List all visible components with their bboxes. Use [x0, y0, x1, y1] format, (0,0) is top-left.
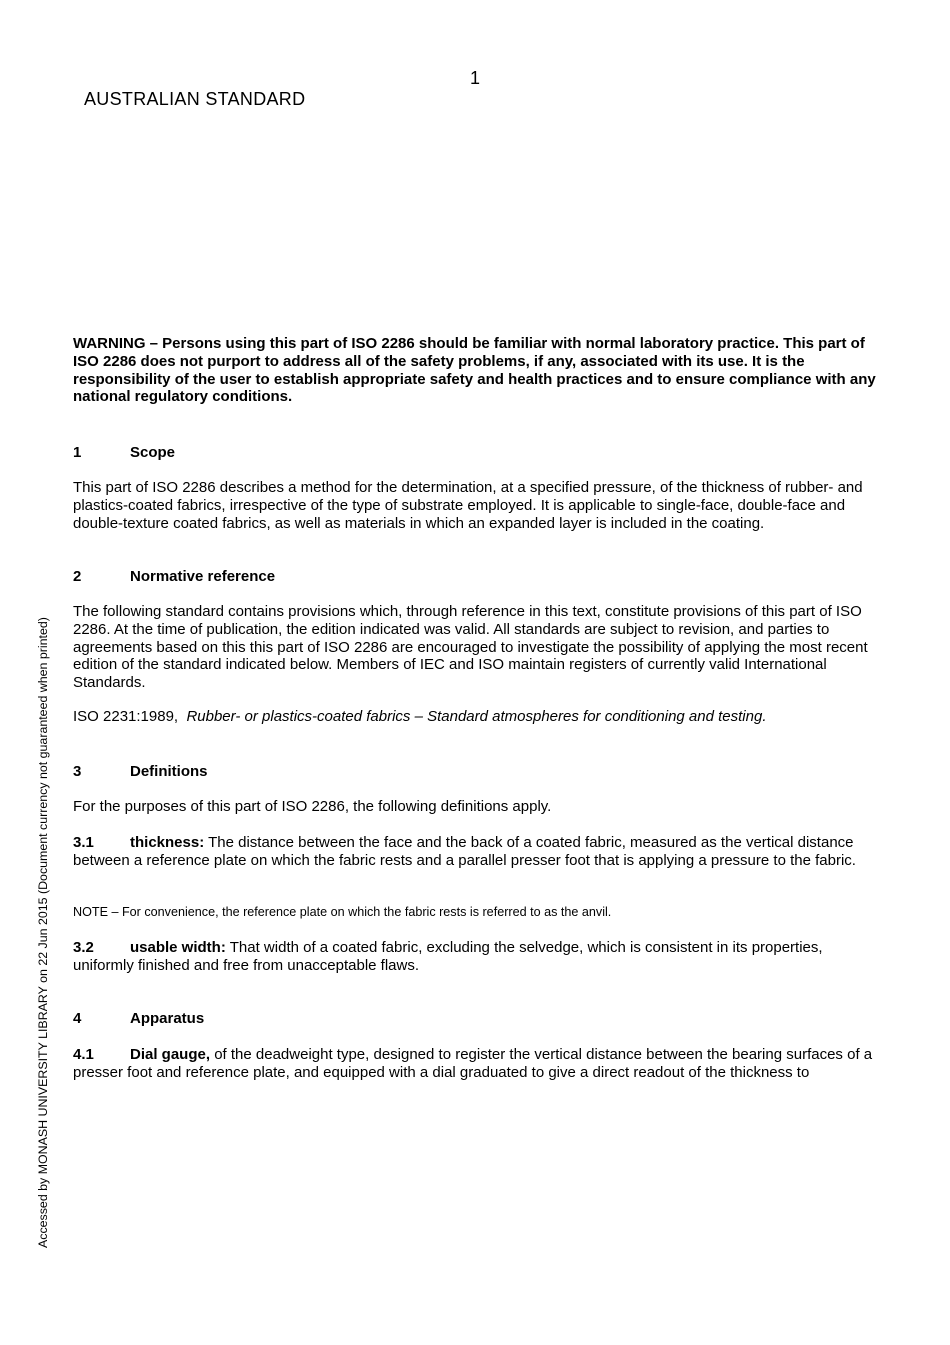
access-watermark: Accessed by MONASH UNIVERSITY LIBRARY on 22 Jun 2015 (Document currency not guaranteed when printed) — [36, 617, 50, 1248]
heading-apparatus — [73, 1010, 204, 1027]
reference-title: Rubber- or plastics-coated fabrics – Standard atmospheres for conditioning and testing. — [186, 708, 767, 725]
definition-text: That width of a coated fabric, excluding the selvedge, which is consistent in its properties, uniformly finished and free from unacceptable flaws. — [73, 939, 823, 974]
defined-term: Dial gauge, — [130, 1046, 211, 1063]
section-number: 4 — [73, 1010, 82, 1027]
standard-label: AUSTRALIAN STANDARD — [84, 89, 306, 109]
clause-number: 3.2 — [73, 939, 94, 956]
normative-text: The following standard contains provisions which, through reference in this text, constitute provisions of this part of ISO 2286. At the time of publication, the edition indicated was valid. All standards are subject to revision, and parties to agreements based on this this part of ISO 2286 are encouraged to investigate the possibility of applying the most recent edition of the standard indicated below. Members of IEC and ISO maintain registers of currently valid International Standards. — [73, 603, 868, 692]
heading-scope — [73, 444, 175, 461]
clause-number: 3.1 — [73, 834, 94, 851]
definitions-intro: For the purposes of this part of ISO 2286, the following definitions apply. — [73, 798, 552, 815]
apparatus-dial-gauge — [73, 1046, 886, 1082]
definition-text: The distance between the face and the back of a coated fabric, measured as the vertical distance between a reference plate on which the fabric rests and a parallel presser foot that is applying a pressure to the fabric. — [73, 834, 856, 869]
heading-normative-reference — [73, 568, 275, 585]
defined-term: usable width: — [130, 939, 226, 956]
clause-text: of the deadweight type, designed to register the vertical distance between the bearing surfaces of a presser foot and reference plate, and equipped with a dial graduated to give a direct readout of the thickness to — [73, 1046, 873, 1081]
scope-text: This part of ISO 2286 describes a method for the determination, at a specified pressure, of the thickness of rubber- and plastics-coated fabrics, irrespective of the type of substrate employed. It is applicable to single-face, double-face and double-texture coated fabrics, as well as materials in which an expanded layer is included in the coating. — [73, 479, 863, 532]
page-number: 1 — [469, 68, 480, 88]
heading-definitions — [73, 763, 208, 780]
section-title: Definitions — [130, 763, 208, 780]
section-number: 2 — [73, 568, 82, 585]
section-title: Normative reference — [130, 568, 276, 585]
warning-paragraph: WARNING – Persons using this part of ISO 2286 should be familiar with normal laboratory practice. This part of ISO 2286 does not purport to address all of the safety problems, if any, associated with its use. It is the responsibility of the user to establish appropriate safety and health practices and to ensure compliance with any national regulatory conditions. — [73, 335, 876, 406]
normative-reference-item — [73, 708, 886, 726]
definition-note: NOTE – For convenience, the reference plate on which the fabric rests is referred to as the anvil. — [73, 905, 612, 919]
clause-number: 4.1 — [73, 1046, 94, 1063]
definition-usable-width — [73, 939, 886, 975]
section-title: Apparatus — [130, 1010, 205, 1027]
section-number: 1 — [73, 444, 82, 461]
section-title: Scope — [130, 444, 176, 461]
defined-term: thickness: — [130, 834, 205, 851]
section-number: 3 — [73, 763, 82, 780]
reference-code: ISO 2231:1989, — [73, 708, 179, 725]
definition-thickness — [73, 834, 886, 870]
